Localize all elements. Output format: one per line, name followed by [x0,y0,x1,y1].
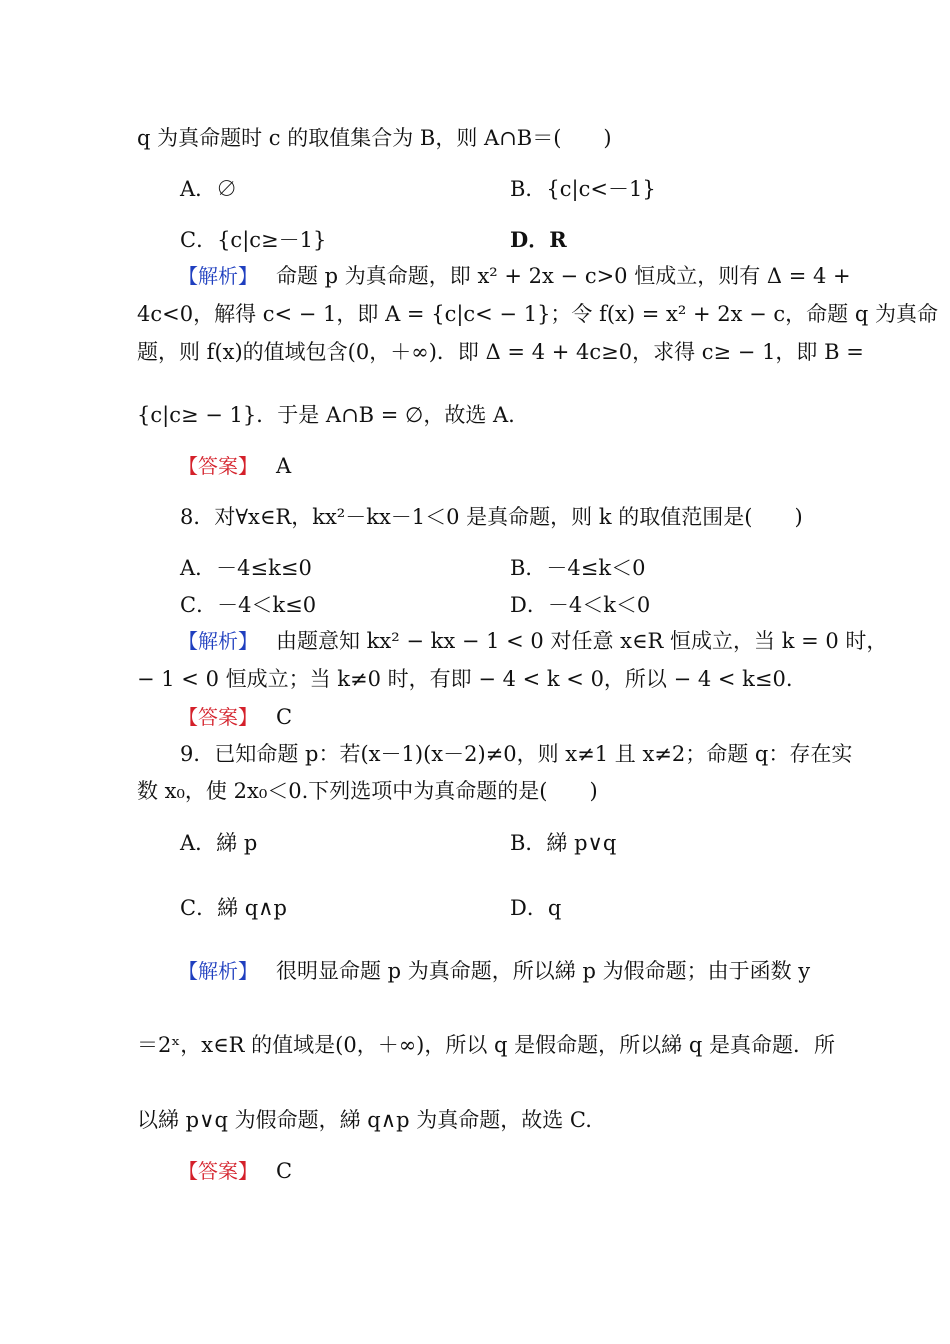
q9-option-b: B．綈 p∨q [510,831,617,855]
q9-option-a: A．綈 p [180,831,258,855]
q9-option-d: D．q [510,896,562,920]
q7-option-a: A．∅ [180,177,238,201]
q7-stem-line: q 为真命题时 c 的取值集合为 B，则 A∩B＝( ) [137,126,612,150]
q8-option-d: D．－4＜k＜0 [510,593,651,617]
q7-option-b: B．{c|c<－1} [510,177,656,201]
answer-value: A [276,454,292,478]
answer-tag: 【答案】 [178,1159,258,1183]
q9-analysis-line-1 [178,957,810,985]
q7-option-c: C．{c|c≥－1} [180,228,327,252]
q7-answer [178,452,291,480]
q8-option-b: B．－4≤k＜0 [510,556,646,580]
answer-value: C [276,705,293,729]
q8-stem: 8．对∀x∈R，kx²－kx－1＜0 是真命题，则 k 的取值范围是( ) [180,505,803,529]
q8-answer [178,703,292,731]
q9-stem-line-2: 数 x₀，使 2x₀＜0.下列选项中为真命题的是( ) [137,779,598,803]
analysis-text: 命题 p 为真命题，即 x² + 2x − c>0 恒成立，则有 Δ = 4 + [276,264,851,288]
q9-analysis-line-3: 以綈 p∨q 为假命题，綈 q∧p 为真命题，故选 C. [137,1108,592,1132]
q8-option-a: A．－4≤k≤0 [180,556,312,580]
analysis-tag: 【解析】 [178,629,258,653]
q7-option-d: D．R [510,227,567,252]
q9-analysis-line-2: ＝2ˣ，x∈R 的值域是(0，＋∞)，所以 q 是假命题，所以綈 q 是真命题．所 [137,1033,835,1057]
analysis-text: 很明显命题 p 为真命题，所以綈 p 为假命题；由于函数 y [276,959,811,983]
analysis-text: 由题意知 kx² − kx − 1 < 0 对任意 x∈R 恒成立，当 k = 0 时， [276,629,888,653]
q7-analysis-line-2: 4c<0，解得 c< − 1，即 A = {c|c< − 1}；令 f(x) = x² + 2x − c，命题 q 为真命 [137,302,938,326]
analysis-tag: 【解析】 [178,264,258,288]
answer-tag: 【答案】 [178,705,258,729]
q8-option-c: C．－4＜k≤0 [180,593,317,617]
q9-stem-line-1: 9．已知命题 p：若(x－1)(x－2)≠0，则 x≠1 且 x≠2；命题 q：存在实 [180,742,853,766]
q8-analysis-line-1 [178,627,887,655]
answer-tag: 【答案】 [178,454,258,478]
answer-value: C [276,1159,293,1183]
q9-option-c: C．綈 q∧p [180,896,287,920]
analysis-tag: 【解析】 [178,959,258,983]
q7-analysis-line-3: 题，则 f(x)的值域包含(0，＋∞)．即 Δ = 4 + 4c≥0，求得 c≥ − 1，即 B = [137,340,864,364]
q9-answer [178,1157,292,1185]
q8-analysis-line-2: − 1 < 0 恒成立；当 k≠0 时，有即 − 4 < k < 0，所以 − 4 < k≤0. [137,667,793,691]
q7-analysis-line-4: {c|c≥ − 1}．于是 A∩B = ∅，故选 A. [137,403,515,427]
q7-analysis-line-1 [178,262,851,290]
